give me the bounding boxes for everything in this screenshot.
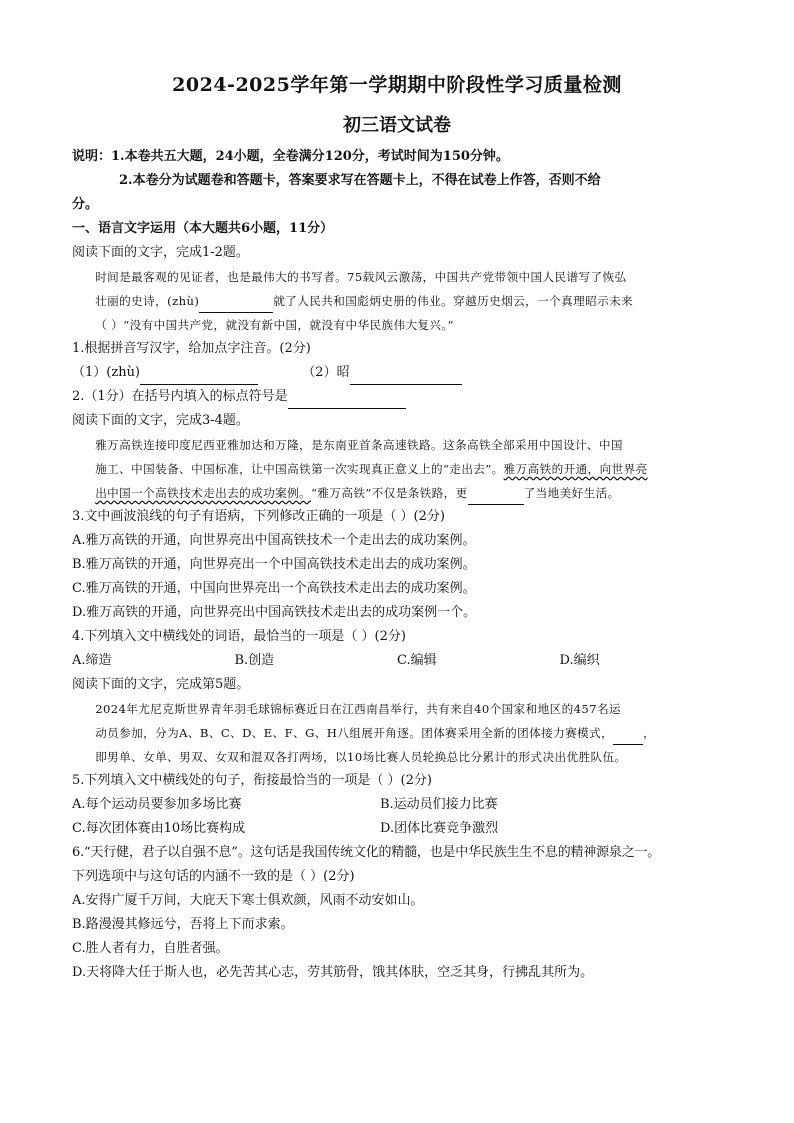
reading-intro-3: 阅读下面的文字，完成第5题。 [72, 677, 250, 692]
question-2 [72, 385, 722, 409]
passage-2-line-b [72, 457, 722, 481]
question-2-text: 2.（1分）在括号内填入的标点符号是 [72, 389, 288, 404]
question-3-option-d[interactable]: D.雅万高铁的开通，向世界亮出中国高铁技术走出去的成功案例一个。 [72, 605, 477, 620]
notes-line-1: 说明：1.本卷共五大题，24小题，全卷满分120分，考试时间为150分钟。 [72, 149, 509, 164]
question-4-option-b[interactable]: B.创造 [234, 653, 275, 668]
answer-blank[interactable] [140, 370, 258, 385]
question-5-option-b[interactable]: B.运动员们接力比赛 [380, 797, 498, 812]
question-5-option-c[interactable]: C.每次团体赛由10场比赛构成 [72, 821, 246, 836]
passage-3-line-a: 2024年尤尼克斯世界青年羽毛球锦标赛近日在江西南昌举行，共有来自40个国家和地区的457名运 [95, 702, 621, 716]
question-6-line-1: 6.“天行健，君子以自强不息”。这句话是我国传统文化的精髓，也是中华民族生生不息的精神源泉之一。 [72, 845, 661, 860]
notes-line-3: 分。 [72, 197, 99, 212]
question-4: 4.下列填入文中横线处的词语，最恰当的一项是（ ）(2分) [72, 629, 406, 644]
page-title: 2024-2025学年第一学期期中阶段性学习质量检测 [172, 74, 622, 96]
question-6-line-2: 下列选项中与这句话的内涵不一致的是（ ）(2分) [72, 869, 355, 884]
question-6-option-c[interactable]: C.胜人者有力，自胜者强。 [72, 941, 229, 956]
passage-1-line-b [72, 289, 722, 313]
question-4-options [72, 649, 722, 673]
exam-page [72, 60, 722, 985]
answer-blank[interactable] [468, 490, 524, 505]
reading-intro-2: 阅读下面的文字，完成3-4题。 [72, 413, 249, 428]
question-1-blanks [72, 361, 722, 385]
passage-3-text: ， [643, 726, 656, 740]
passage-3-text: 动员参加，分为A、B、C、D、E、F、G、H八组展开角逐。团体赛采用全新的团体接力赛模式， [95, 726, 614, 740]
question-1-part-1: （1）(zhù) [72, 365, 141, 380]
question-5-options-row-1 [72, 793, 722, 817]
answer-blank[interactable] [350, 370, 462, 385]
answer-blank[interactable] [199, 298, 273, 313]
answer-blank[interactable] [288, 394, 406, 409]
passage-2-text: 施工、中国装备、中国标准，让中国高铁第一次实现真正意义上的“走出去”。 [95, 462, 504, 476]
passage-2-text: 了当地美好生活。 [523, 486, 620, 500]
answer-blank[interactable] [613, 730, 643, 745]
question-1: 1.根据拼音写汉字，给加点字注音。(2分) [72, 341, 311, 356]
question-3-option-c[interactable]: C.雅万高铁的开通，中国向世界亮出一个高铁技术走出去的成功案例。 [72, 581, 476, 596]
wavy-underlined-sentence: 雅万高铁的开通，向世界亮 [503, 462, 648, 476]
question-3: 3.文中画波浪线的句子有语病，下列修改正确的一项是（ ）(2分) [72, 509, 445, 524]
passage-2-line-a: 雅万高铁连接印度尼西亚雅加达和万隆，是东南亚首条高速铁路。这条高铁全部采用中国设计、中国 [95, 438, 623, 452]
section-heading: 一、语言文字运用（本大题共6小题，11分） [72, 221, 334, 236]
question-6-option-b[interactable]: B.路漫漫其修远兮，吾将上下而求索。 [72, 917, 294, 932]
passage-2-text: “雅万高铁”不仅是条铁路，更 [311, 486, 468, 500]
reading-intro-1: 阅读下面的文字，完成1-2题。 [72, 245, 249, 260]
question-4-option-a[interactable]: A.缔造 [72, 653, 112, 668]
question-5-option-a[interactable]: A.每个运动员要参加多场比赛 [72, 797, 242, 812]
question-3-option-a[interactable]: A.雅万高铁的开通，向世界亮出中国高铁技术一个走出去的成功案例。 [72, 533, 476, 548]
passage-2-line-c [72, 481, 722, 505]
question-5-option-d[interactable]: D.团体比赛竞争激烈 [380, 821, 499, 836]
passage-1-line-a: 时间是最客观的见证者，也是最伟大的书写者。75载风云激荡，中国共产党带领中国人民谱写了恢弘 [95, 270, 627, 284]
question-5-options-row-2 [72, 817, 722, 841]
passage-3-line-c: 即男单、女单、男双、女双和混双各打两场，以10场比赛人员轮换总比分累计的形式决出优胜队伍。 [95, 750, 627, 764]
question-4-option-c[interactable]: C.编辑 [397, 653, 437, 668]
passage-1 [72, 265, 722, 337]
passage-2 [72, 433, 722, 505]
notes-line-2: 2.本卷分为试题卷和答题卡，答案要求写在答题卡上，不得在试卷上作答，否则不给 [119, 173, 601, 188]
passage-3-line-b [72, 721, 722, 745]
passage-1-line-c: （ ）“没有中国共产党，就没有新中国，就没有中华民族伟大复兴。” [95, 318, 454, 332]
question-4-option-d[interactable]: D.编织 [559, 653, 600, 668]
page-subtitle: 初三语文试卷 [343, 115, 451, 136]
question-5: 5.下列填入文中横线处的句子，衔接最恰当的一项是（ ）(2分) [72, 773, 432, 788]
passage-3 [72, 697, 722, 769]
question-6-option-d[interactable]: D.天将降大任于斯人也，必先苦其心志，劳其筋骨，饿其体肤，空乏其身，行拂乱其所为。 [72, 965, 594, 980]
wavy-underlined-sentence: 出中国一个高铁技术走出去的成功案例。 [95, 486, 312, 500]
question-3-option-b[interactable]: B.雅万高铁的开通，向世界亮出一个中国高铁技术走出去的成功案例。 [72, 557, 476, 572]
question-6-option-a[interactable]: A.安得广厦千万间，大庇天下寒士俱欢颜，风雨不动安如山。 [72, 893, 424, 908]
passage-1-text: 壮丽的史诗，(zhù) [95, 294, 200, 308]
question-1-part-2: （2）昭 [302, 365, 350, 380]
passage-1-text: 就了人民共和国彪炳史册的伟业。穿越历史烟云，一个真理昭示未来 [273, 294, 634, 308]
